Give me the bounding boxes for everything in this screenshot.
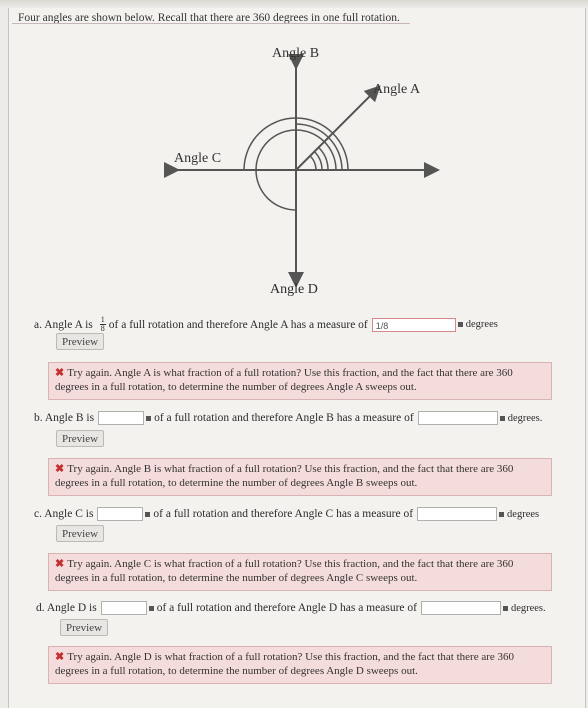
part-b-prefix: b. Angle B is (34, 412, 95, 424)
angle-b-label: Angle B (272, 46, 320, 61)
part-d-feedback-text: Try again. Angle D is what fraction of a full rotation? Use this fraction, and the fact that there are 360 degrees in a full rotation, to determine the number of degrees Angle D sweeps out. (55, 651, 515, 677)
part-d-feedback (48, 646, 552, 684)
part-b-preview-button[interactable]: Preview (56, 430, 104, 447)
part-b-fraction-status-icon (146, 416, 151, 421)
part-a-prefix: a. Angle A is (34, 318, 93, 331)
part-a-preview-button[interactable]: Preview (56, 333, 104, 350)
part-c-fraction-status-icon (145, 512, 150, 517)
part-a-feedback-text: Try again. Angle A is what fraction of a full rotation? Use this fraction, and the fact that there are 360 degrees in a full rotation, to determine the number of degrees Angle A sweeps out. (55, 367, 513, 393)
error-x-icon: ✖ (55, 463, 65, 475)
part-d-preview-button[interactable]: Preview (60, 619, 108, 636)
part-a-feedback (48, 362, 552, 400)
part-d-prefix: d. Angle D is (36, 602, 97, 614)
part-b-measure-status-icon (500, 416, 505, 421)
part-c-prefix: c. Angle C is (34, 508, 94, 520)
part-a-row (34, 316, 498, 333)
part-b-unit: degrees. (507, 412, 543, 424)
angle-a-arc-1 (310, 156, 316, 170)
question-intro: Four angles are shown below. Recall that there are 360 degrees in one full rotation. (18, 12, 400, 24)
angles-diagram (160, 40, 450, 290)
part-c-measure-input[interactable] (417, 507, 497, 521)
diagonal-ray (296, 91, 375, 170)
part-c-unit: degrees (507, 508, 540, 520)
error-x-icon: ✖ (55, 558, 65, 570)
part-b-feedback-text: Try again. Angle B is what fraction of a full rotation? Use this fraction, and the fact that there are 360 degrees in a full rotation, to determine the number of degrees Angle B sweeps out. (55, 463, 514, 489)
intro-underline (12, 23, 410, 24)
part-d-row (36, 601, 546, 615)
part-d-unit: degrees. (510, 602, 546, 614)
error-x-icon: ✖ (55, 367, 65, 379)
part-b-middle: of a full rotation and therefore Angle B has a measure of (154, 412, 414, 424)
angle-d-label-text: Angle D (270, 282, 318, 297)
part-c-row (34, 507, 539, 521)
part-a-measure-input[interactable]: 1/8 (372, 318, 456, 332)
part-c-feedback-text: Try again. Angle C is what fraction of a full rotation? Use this fraction, and the fact that there are 360 degrees in a full rotation, to determine the number of degrees Angle C sweeps out. (55, 558, 514, 584)
part-a-status-icon (458, 322, 463, 327)
part-a-frac-den: 8 (100, 324, 105, 333)
part-d-measure-input[interactable] (421, 601, 501, 615)
part-a-frac-num: 1 (100, 315, 105, 324)
error-x-icon: ✖ (55, 651, 65, 663)
part-b-measure-input[interactable] (418, 411, 498, 425)
part-c-fraction-input[interactable] (97, 507, 143, 521)
part-b-row (34, 411, 542, 425)
part-c-feedback (48, 553, 552, 591)
part-b-fraction-input[interactable] (98, 411, 144, 425)
part-a-unit: degrees (465, 319, 498, 330)
part-d-fraction-input[interactable] (101, 601, 147, 615)
part-a-middle: of a full rotation and therefore Angle A has a measure of (108, 318, 368, 331)
angle-c-label: Angle C (174, 151, 222, 166)
part-c-preview-button[interactable]: Preview (56, 525, 104, 542)
part-d-middle: of a full rotation and therefore Angle D has a measure of (156, 602, 417, 614)
part-a-fraction (100, 316, 106, 333)
part-d-fraction-status-icon (149, 606, 154, 611)
part-b-feedback (48, 458, 552, 496)
angle-a-label: Angle A (373, 82, 421, 97)
part-d-measure-status-icon (503, 606, 508, 611)
part-c-middle: of a full rotation and therefore Angle C has a measure of (153, 508, 414, 520)
top-strip (0, 0, 588, 8)
part-c-measure-status-icon (499, 512, 504, 517)
